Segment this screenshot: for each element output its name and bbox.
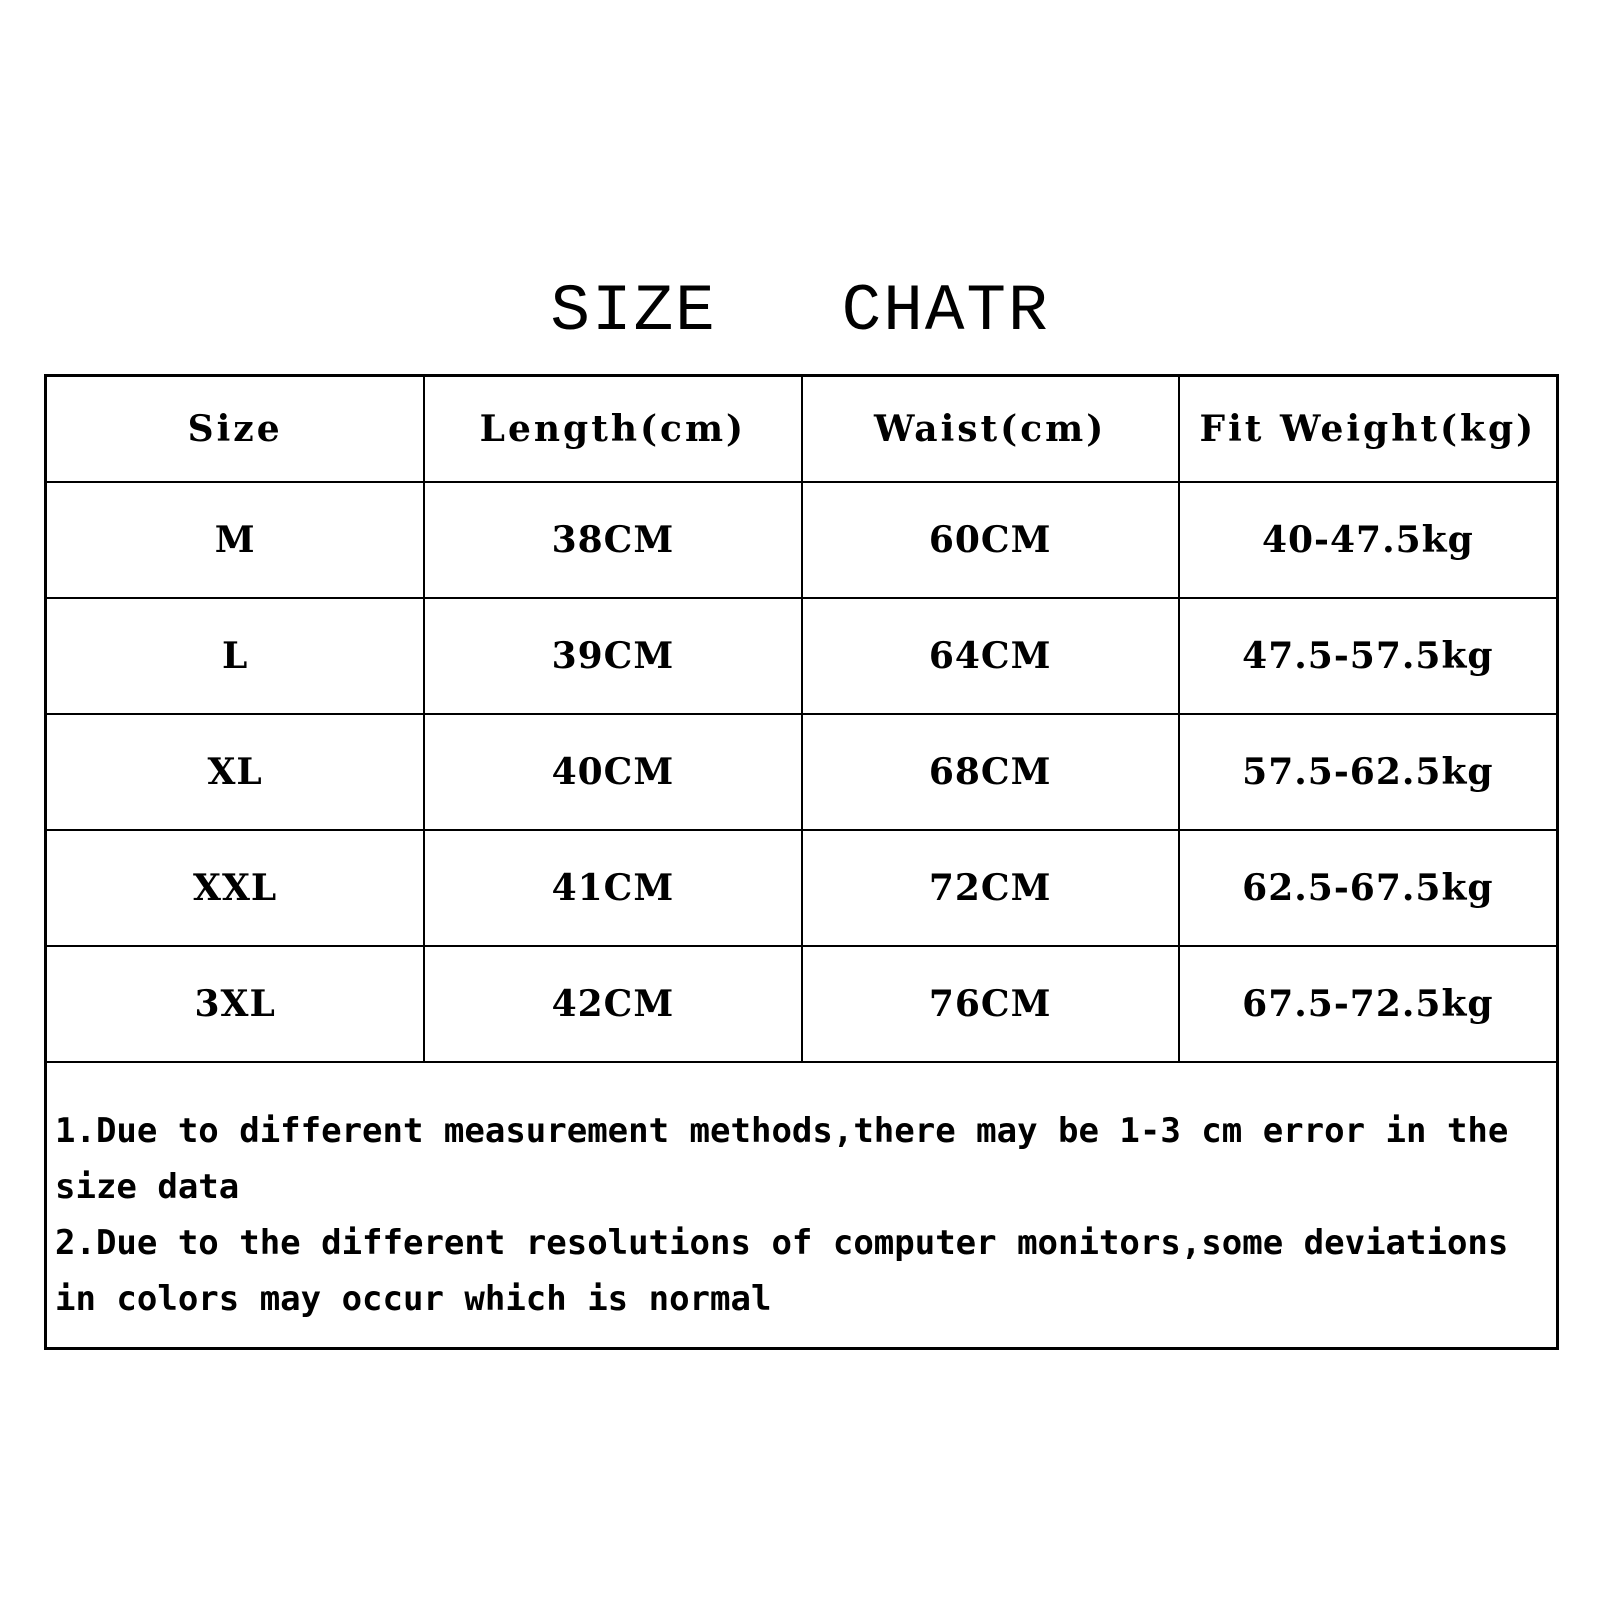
cell-fit-weight: 57.5-62.5kg (1179, 714, 1556, 830)
cell-length: 38CM (424, 482, 801, 598)
cell-length: 41CM (424, 830, 801, 946)
note-color-deviation: 2.Due to the different resolutions of computer monitors,some deviations in colors may occur which is normal (55, 1223, 1509, 1319)
cell-fit-weight: 62.5-67.5kg (1179, 830, 1556, 946)
header-waist: Waist(cm) (802, 377, 1179, 482)
cell-size: XXL (47, 830, 424, 946)
cell-size: M (47, 482, 424, 598)
cell-length: 42CM (424, 946, 801, 1062)
cell-waist: 76CM (802, 946, 1179, 1062)
note-measurement-error: 1.Due to different measurement methods,there may be 1-3 cm error in the size data (55, 1111, 1509, 1207)
size-table (47, 377, 1556, 1063)
cell-waist: 60CM (802, 482, 1179, 598)
cell-length: 40CM (424, 714, 801, 830)
cell-length: 39CM (424, 598, 801, 714)
cell-fit-weight: 47.5-57.5kg (1179, 598, 1556, 714)
header-size: Size (47, 377, 424, 482)
header-length: Length(cm) (424, 377, 801, 482)
cell-waist: 72CM (802, 830, 1179, 946)
cell-size: XL (47, 714, 424, 830)
table-row (47, 830, 1556, 946)
cell-waist: 68CM (802, 714, 1179, 830)
table-row (47, 714, 1556, 830)
cell-fit-weight: 67.5-72.5kg (1179, 946, 1556, 1062)
size-chart (44, 374, 1559, 1350)
cell-fit-weight: 40-47.5kg (1179, 482, 1556, 598)
table-row (47, 482, 1556, 598)
table-row (47, 598, 1556, 714)
notes (47, 1063, 1556, 1327)
cell-size: L (47, 598, 424, 714)
table-header-row (47, 377, 1556, 482)
page-title: SIZE CHATR (550, 274, 1050, 349)
table-row (47, 946, 1556, 1062)
cell-size: 3XL (47, 946, 424, 1062)
cell-waist: 64CM (802, 598, 1179, 714)
header-fit-weight: Fit Weight(kg) (1179, 377, 1556, 482)
